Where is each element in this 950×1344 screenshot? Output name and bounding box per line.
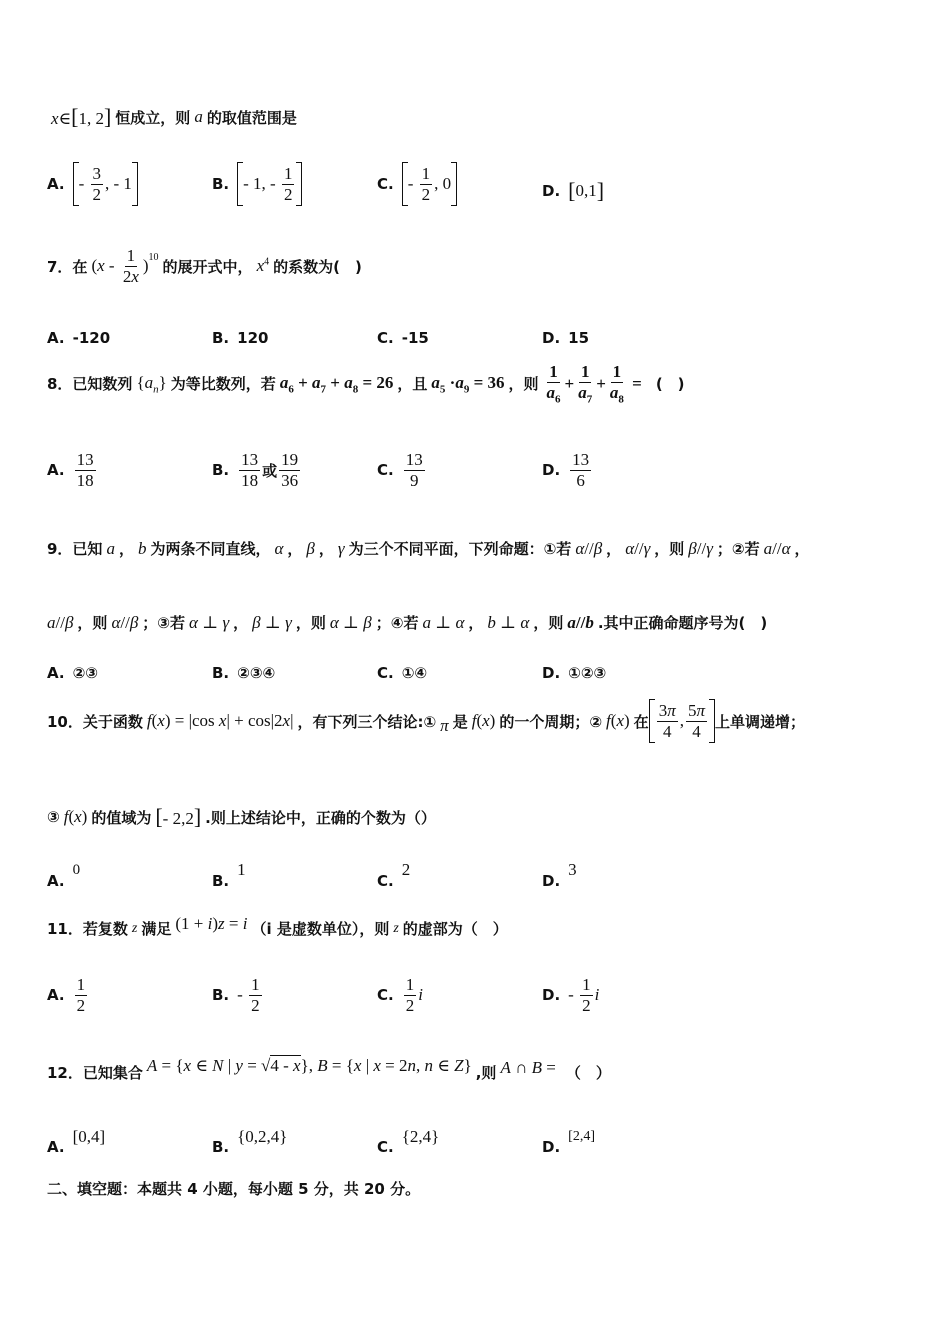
q6-option-b[interactable]: B. - 1, - $\frac{1}{2}$ [212, 162, 302, 206]
q11-option-a-value: $\frac{1}{2}$ [76, 975, 86, 1015]
q11-option-c[interactable]: C. $\frac{1}{2}$ i [377, 975, 423, 1015]
q12-option-c[interactable]: C. {2,4} [377, 1127, 440, 1156]
q8-number: 8．已知数列 [47, 375, 133, 394]
q11-option-b-value: - $\frac{1}{2}$ [237, 975, 260, 1015]
q8-eq2: $a_5 \cdot a_9 = 36$ [431, 372, 505, 395]
q12-sets: A = {x ∈ N | y = √4 - x}, B = {x | x = 2n, n ∈ Z} [146, 1055, 472, 1075]
q8-text2: ，且 [397, 375, 428, 394]
q7-number: 7．在 [47, 257, 88, 276]
q6-option-a[interactable]: A. - $\frac{3}{2}$ , - 1 [47, 162, 138, 206]
q7-term: $x^4$ [256, 256, 270, 276]
q7-option-c[interactable]: C. -15 [377, 329, 429, 347]
q8-option-c-value: $\frac{13}{9}$ [405, 450, 423, 490]
q8-option-b-value-1: $\frac{13}{18}$ [241, 450, 259, 490]
q8-option-c[interactable]: C. $\frac{13}{9}$ [377, 450, 423, 490]
q7-stem [47, 246, 362, 286]
q12-stem: 12．已知集合 A = {x ∈ N | y = √4 - x}, B = {x | x = 2n, n ∈ Z} ,则 A ∩ B = （ ） [47, 1055, 611, 1082]
q8-text4: ( ) [655, 375, 685, 394]
q9-option-a[interactable]: A. ②③ [47, 664, 98, 682]
q9-line-2: a//β ，则 α//β ；③若 α ⊥ γ ， β ⊥ γ ，则 α ⊥ β ；④若 a ⊥ α ， b ⊥ α ，则 a//b .其中正确命题序号为( ) [47, 612, 768, 632]
q8-option-d-value: $\frac{13}{6}$ [572, 450, 590, 490]
q7-option-a[interactable]: A. -120 [47, 329, 111, 347]
q10-option-d[interactable]: D. 3 [542, 860, 577, 890]
q8-option-d[interactable]: D. $\frac{13}{6}$ [542, 450, 590, 490]
q8-stem [47, 362, 685, 406]
q6-var: a [194, 107, 203, 126]
q9-option-d[interactable]: D. ①②③ [542, 664, 607, 682]
q11-option-d-value: - $\frac{1}{2}$ i [568, 975, 600, 1015]
q10-line-1: 10．关于函数 f(x) = |cos x| + cos|2x| ，有下列三个结论:① π 是 f(x) 的一个周期；② f(x) 在 $\frac{3\pi}{4}$ , $\frac{5\pi}{4}$ 上单调递增； [47, 699, 805, 743]
q7-text: 的展开式中， [162, 257, 253, 276]
q8-seq: $\{a_n\}$ [136, 372, 167, 395]
q12-expr: A ∩ B = [500, 1057, 556, 1077]
q11-eq: (1 + i)z = i [175, 913, 248, 933]
q6-text: 恒成立，则 [115, 108, 191, 127]
q10-fx-1: f(x) [471, 711, 496, 731]
q11-option-d[interactable]: D. - $\frac{1}{2}$ i [542, 975, 600, 1015]
q10-interval: $\frac{3\pi}{4}$ , $\frac{5\pi}{4}$ [649, 699, 715, 743]
q10-option-c[interactable]: C. 2 [377, 860, 411, 890]
q8-option-b-value-2: $\frac{19}{36}$ [281, 450, 299, 490]
section-2-heading: 二、填空题：本题共 4 小题，每小题 5 分，共 20 分。 [47, 1180, 421, 1198]
q11-option-a[interactable]: A. $\frac{1}{2}$ [47, 975, 86, 1015]
q9-option-b[interactable]: B. ②③④ [212, 664, 276, 682]
q7-text2: 的系数为( ) [273, 257, 362, 276]
q6-option-c-value: - $\frac{1}{2}$ , 0 [402, 162, 457, 206]
q6-option-b-value: - 1, - $\frac{1}{2}$ [237, 162, 302, 206]
q6-option-c[interactable]: C. - $\frac{1}{2}$ , 0 [377, 162, 457, 206]
q11-option-c-value: $\frac{1}{2}$ i [405, 975, 423, 1015]
q6-tail [47, 104, 297, 130]
q10-range: [- 2,2] [155, 804, 202, 829]
q10-option-a[interactable]: A. 0 [47, 861, 81, 890]
q8-option-b[interactable]: B. $\frac{13}{18}$ 或 $\frac{19}{36}$ [212, 450, 299, 490]
q10-fx-3: f(x) [63, 807, 88, 826]
q12-option-a[interactable]: A. [0,4] [47, 1127, 106, 1156]
q9-option-c[interactable]: C. ①④ [377, 664, 428, 682]
q11-stem: 11．若复数 z 满足 (1 + i)z = i （i 是虚数单位），则 z 的虚部为（ ） [47, 913, 508, 938]
q12-option-d[interactable]: D. [2,4] [542, 1129, 595, 1156]
q8-sum-expr: $\frac{1}{a_6}$ + $\frac{1}{a_7}$ + $\frac{1}{a_8}$ = [546, 362, 642, 405]
q7-expr: (x - $\frac{1}{2x}$ ) $^{10}$ [91, 246, 159, 286]
q8-option-a-value: $\frac{13}{18}$ [76, 450, 94, 490]
q10-line-2: ③ f(x) 的值域为 [- 2,2] .则上述结论中，正确的个数为（） [47, 804, 436, 829]
q8-text: 为等比数列，若 [170, 375, 276, 394]
q9-line-1: 9．已知 a ， b 为两条不同直线， α ， β ， γ 为三个不同平面，下列命题：①若 α//β ， α//γ ，则 β//γ ；②若 a//α ， [47, 538, 810, 558]
q6-option-a-value: - $\frac{3}{2}$ , - 1 [73, 162, 138, 206]
q7-option-d[interactable]: D. 15 [542, 329, 590, 347]
q6-condition: x∈[1, 2] [51, 104, 112, 129]
q10-pi: π [440, 716, 449, 736]
q12-option-b[interactable]: B. {0,2,4} [212, 1127, 288, 1156]
q11-z-2: z [393, 920, 399, 936]
q10-option-b[interactable]: B. 1 [212, 860, 246, 890]
q8-eq1: $a_6 + a_7 + a_8 = 26$ [279, 372, 394, 395]
q6-option-d[interactable]: D. [ 0,1 ] [542, 178, 605, 203]
q8-option-a[interactable]: A. $\frac{13}{18}$ [47, 450, 94, 490]
q10-fx-2: f(x) [606, 711, 630, 731]
q8-text3: ，则 [508, 375, 539, 394]
q7-option-b[interactable]: B. 120 [212, 329, 269, 347]
q11-option-b[interactable]: B. - $\frac{1}{2}$ [212, 975, 264, 1015]
q6-text2: 的取值范围是 [206, 108, 297, 127]
q10-func: f(x) = |cos x| + cos|2x| [146, 711, 294, 731]
q8-option-b-or: 或 [262, 461, 278, 480]
q6-option-d-value: [ 0,1 ] [568, 178, 605, 203]
